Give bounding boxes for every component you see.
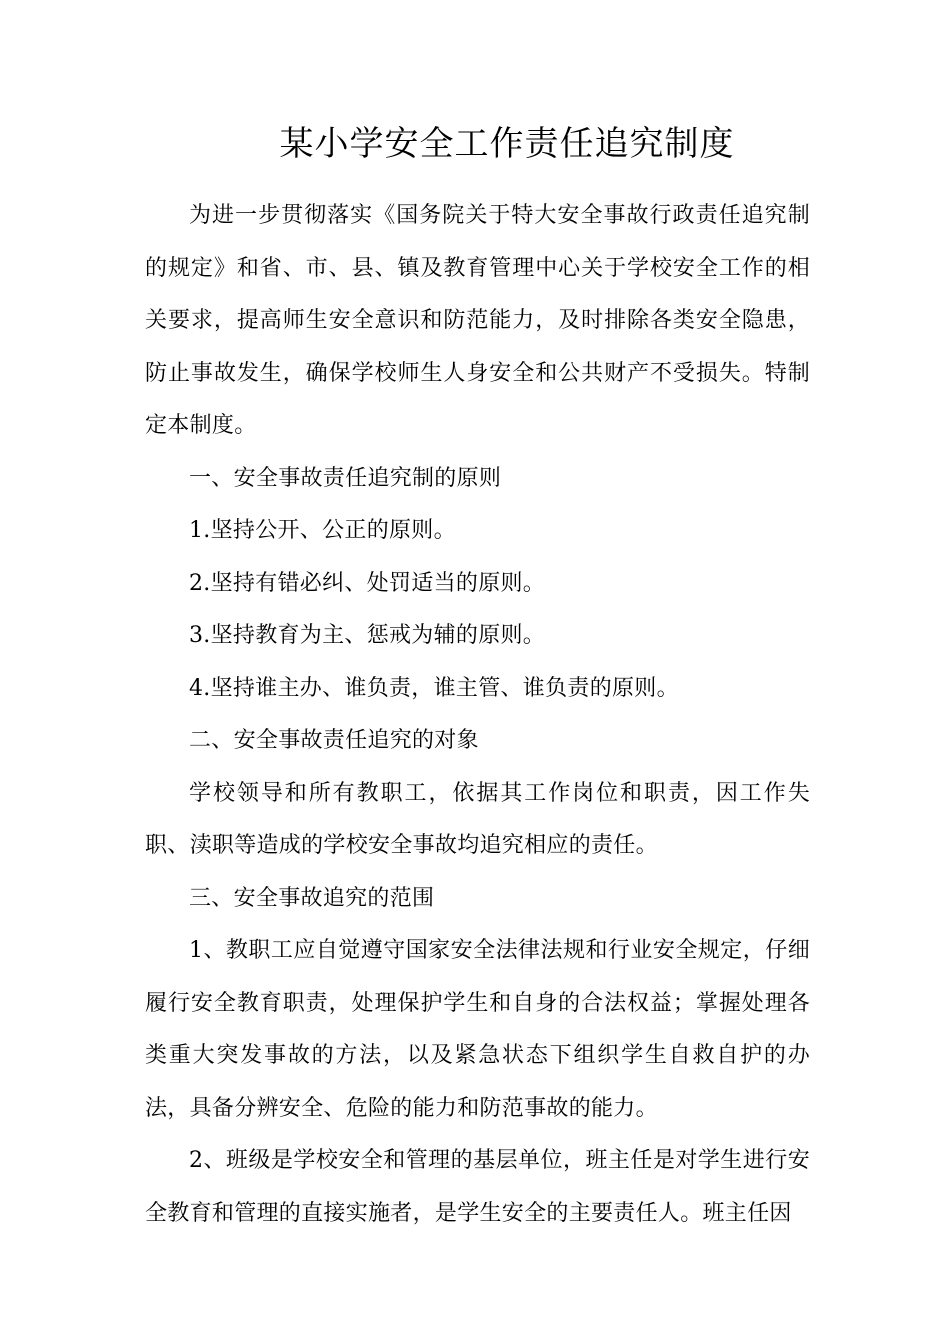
section-heading-scope: 三、安全事故追究的范围: [189, 885, 435, 911]
principle-item: 1.坚持公开、公正的原则。: [189, 518, 456, 543]
scope-item: 1、教职工应自觉遵守国家安全法律法规和行业安全规定，仔细履行安全教育职责，处理保护学生和自身的合法权益；掌握处理各类重大突发事故的方法，以及紧急状态下组织学生自救自护的办法，具备分辨安全、危险的能力和防范事故的能力。: [145, 938, 810, 1121]
principle-item: 2.坚持有错必纠、处罚适当的原则。: [189, 570, 546, 596]
section-heading-targets: 二、安全事故责任追究的对象: [189, 728, 479, 753]
document-title: 某小学安全工作责任追究制度: [279, 124, 735, 164]
principle-item: 4.坚持谁主办、谁负责，谁主管、谁负责的原则。: [189, 675, 679, 701]
paragraph-targets: 学校领导和所有教职工，依据其工作岗位和职责，因工作失职、渎职等造成的学校安全事故均追究相应的责任。: [145, 780, 810, 858]
scope-item: 2、班级是学校安全和管理的基层单位，班主任是对学生进行安全教育和管理的直接实施者，是学生安全的主要责任人。班主任因: [145, 1148, 810, 1226]
document-body: [145, 190, 810, 1240]
section-heading-principles: 一、安全事故责任追究制的原则: [189, 465, 502, 491]
paragraph-intro: 为进一步贯彻落实《国务院关于特大安全事故行政责任追究制的规定》和省、市、县、镇及教育管理中心关于学校安全工作的相关要求，提高师生安全意识和防范能力，及时排除各类安全隐患，防止事故发生，确保学校师生人身安全和公共财产不受损失。特制定本制度。: [145, 203, 810, 438]
principle-item: 3.坚持教育为主、惩戒为辅的原则。: [189, 623, 546, 648]
